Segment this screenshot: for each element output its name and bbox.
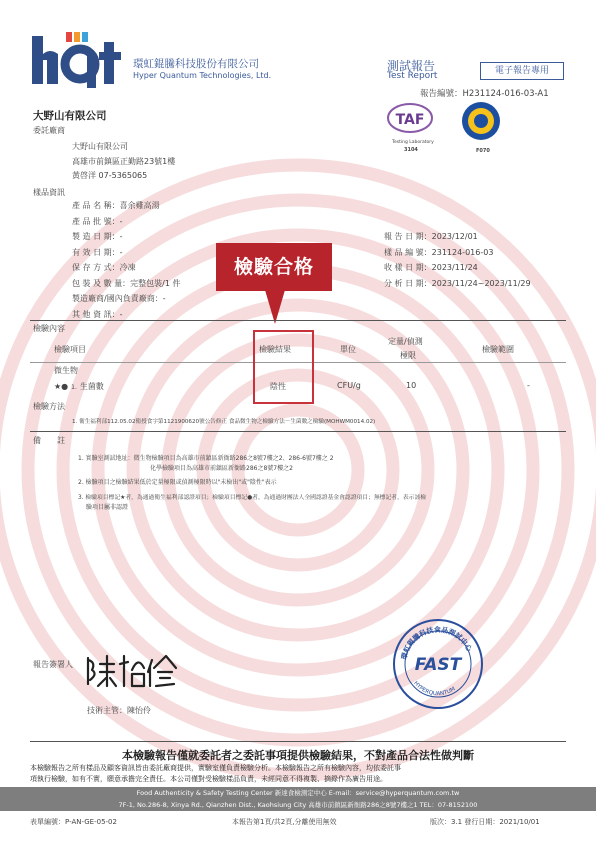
method-text: 1. 衛生福利部112.05.02衛授食字第1121900620號公告修正 食品微生物之檢驗方法－生菌數之檢驗(MOHWM0014.02)	[72, 419, 376, 425]
taf-logo-label: TAF	[395, 112, 425, 128]
row-result: 陰性	[270, 382, 286, 391]
sample-field: 產 品 批 號：-	[72, 216, 123, 226]
company-name: 環虹錕騰科技股份有限公司	[133, 58, 259, 70]
sample-section-label: 樣品資訊	[33, 188, 65, 197]
pass-badge-pointer	[265, 290, 285, 324]
report-number: 報告編號：H231124-016-03-A1	[420, 89, 549, 99]
divider	[30, 320, 566, 321]
fast-seal-center-text: FAST	[414, 655, 462, 675]
client-heading: 大野山有限公司	[33, 110, 107, 122]
hqt-logo	[30, 30, 130, 90]
remark-1-line-2: 化學檢驗項目為高雄市前鎮區新衙路286之8號7樓之2	[150, 465, 293, 472]
remarks-section-label: 備 註	[33, 436, 65, 445]
client-address: 高雄市前鎮區正勤路23號1樓	[72, 157, 176, 166]
test-row	[54, 381, 104, 392]
fda-accreditation-logo	[460, 100, 502, 142]
col-unit: 單位	[340, 345, 356, 354]
sample-field: 有 效 日 期：-	[72, 247, 123, 257]
row-limit: 10	[406, 381, 417, 390]
taf-number: 3104	[404, 147, 418, 153]
sample-right-field: 報 告 日 期：2023/12/01	[384, 232, 478, 241]
sample-field: 產 品 名 稱：喜余雞高湯	[72, 201, 160, 210]
remark-1-line-1: 1. 實驗室測試地址：微生物檢驗項目為高雄市前鎮區新衙路286之8號7樓之2、286-6號7樓之 2	[78, 455, 334, 462]
method-section-label: 檢驗方法	[33, 402, 65, 411]
sample-right-field: 樣 品 編 號：231124-016-03	[384, 247, 494, 257]
disclaimer-title: 本檢驗報告僅就委託者之委託事項提供檢驗結果，不對產品合法性做判斷	[122, 749, 474, 762]
taf-sub: Testing Laboratory	[392, 140, 434, 145]
col-limit-2: 極限	[400, 351, 416, 360]
sample-right-field: 收 樣 日 期：2023/11/24	[384, 263, 478, 272]
sample-right-field: 分 析 日 期：2023/11/24~2023/11/29	[384, 278, 531, 288]
fast-seal	[392, 618, 484, 710]
col-range: 檢驗範圍	[482, 345, 514, 354]
e-report-tag: 電子報告專用	[480, 62, 564, 80]
fda-number: F070	[476, 148, 490, 154]
report-title-en: Test Report	[387, 71, 438, 81]
disclaimer-line-1: 本檢驗報告之所有樣品及顧客資訊皆由委託廠商提供，實驗室僅負責檢驗分析。本檢驗報告之所有檢驗內容，均依委託事	[30, 764, 401, 772]
pass-badge: 檢驗合格	[216, 243, 332, 291]
divider	[30, 741, 566, 742]
client-company: 大野山有限公司	[72, 142, 128, 151]
col-result: 檢驗結果	[259, 345, 291, 354]
test-category: 微生物	[54, 366, 78, 375]
row-item: 生菌數	[79, 382, 104, 391]
handwritten-signature	[82, 650, 178, 692]
sample-field: 製造廠商/國內負責廠商：-	[72, 294, 166, 303]
svg-text:HYPERQUANTUM	[412, 680, 457, 697]
sample-right-fields	[384, 231, 531, 293]
report-title: 測試報告	[387, 59, 436, 73]
technical-manager: 技術主管：陳怡伶	[87, 706, 151, 715]
remark-3-line-1: 3. 檢驗項目標記★者，為通過衛生福利部認證項目；檢驗項目標記●者，為通過財團法人全國認證基金會認證項目；無標記者，表示該檢	[78, 495, 427, 501]
row-mark: ★●	[54, 382, 69, 391]
disclaimer-line-2: 項執行檢驗，如有不實，願意承擔完全責任。本公司僅對受檢驗樣品負責，未經同意不得複製、摘錄作為廣告用途。	[30, 775, 387, 783]
col-item: 檢驗項目	[54, 345, 86, 354]
fast-seal-top-text: 環虹錕騰科技食品測試中心	[400, 625, 474, 661]
fast-seal-bottom-text: HYPERQUANTUM	[412, 680, 457, 698]
remark-3-line-2: 驗項目屬非認證	[86, 504, 129, 511]
test-section-label: 檢驗內容	[33, 324, 65, 333]
row-range: -	[527, 381, 530, 390]
sample-fields	[72, 200, 181, 324]
taf-logo	[385, 100, 435, 142]
remark-2: 2. 檢驗項目之檢驗結果低於定量極限或偵測極限時以"未檢出"或"陰性"表示	[78, 479, 277, 486]
company-name-en: Hyper Quantum Technologies, Ltd.	[133, 71, 272, 80]
result-highlight-box	[253, 330, 314, 404]
signer-label: 報告簽署人	[33, 660, 73, 669]
footer-center-line-1: Food Authenticity & Safety Testing Center 新達食檢測定中心 E-mail：service@hyperquantum.com.tw	[136, 789, 460, 797]
col-limit: 定量/偵測	[388, 337, 423, 346]
row-index: 1.	[71, 384, 77, 391]
sample-field: 保 存 方 式：冷凍	[72, 263, 136, 272]
divider	[30, 431, 566, 432]
page-info: 本報告第1頁/共2頁,分離使用無效	[232, 818, 337, 826]
client-contact: 黃啓洋 07-5365065	[72, 171, 148, 180]
footer-center-line-2: 7F-1, No.286-8, Xinya Rd., Qianzhen Dist., Kaohsiung City 高雄市前鎮區新衙路286之8號7樓之1 TEL：07-8152100	[118, 801, 478, 809]
client-label: 委託廠商	[33, 126, 65, 135]
form-number: 表單編號：P-AN-GE-05-02	[30, 818, 117, 826]
row-unit: CFU/g	[337, 381, 361, 390]
sample-field: 製 造 日 期：-	[72, 232, 123, 241]
version-info: 版次：3.1 發行日期：2021/10/01	[430, 818, 540, 826]
sample-field: 包 裝 及 數 量：完整包裝/1 件	[72, 278, 181, 288]
sample-field: 其 他 資 訊：-	[72, 309, 123, 319]
